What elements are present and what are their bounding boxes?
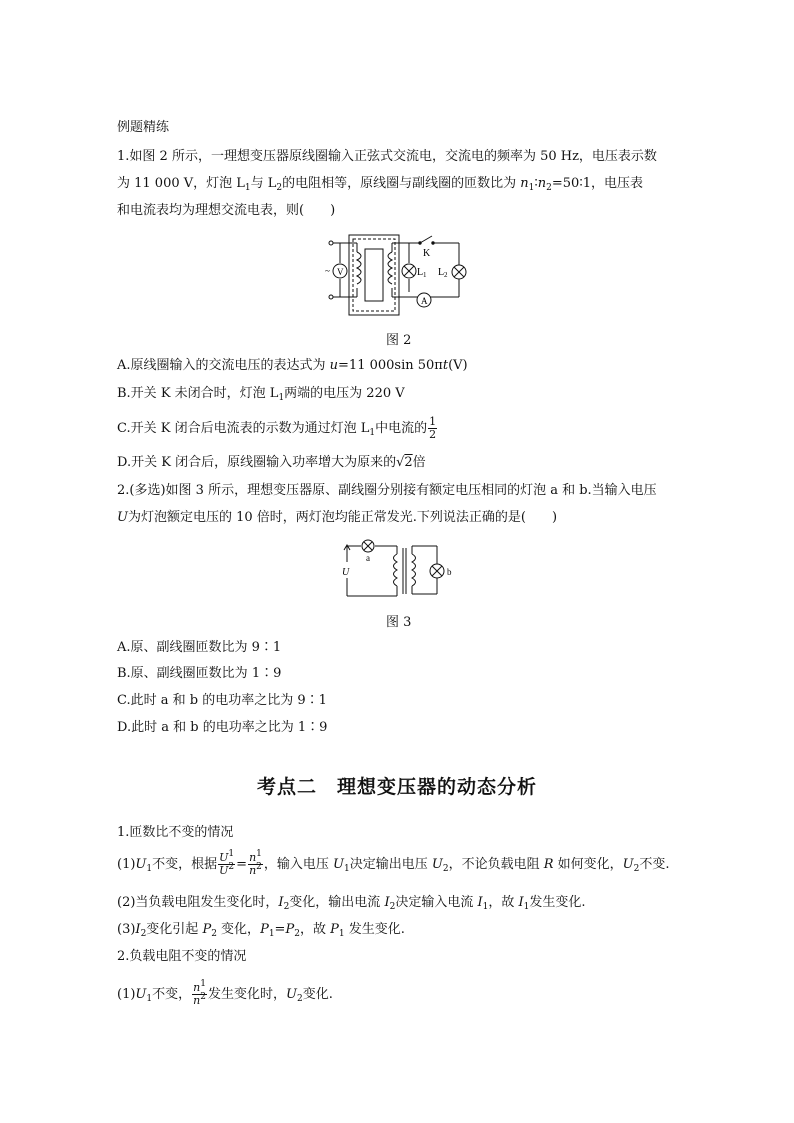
q2-line2: U为灯泡额定电压的 10 倍时，两灯泡均能正常发光.下列说法正确的是( ) <box>117 510 558 525</box>
q1-option-c: C.开关 K 闭合后电流表的示数为通过灯泡 $L_1$中电流的 $\frac{1}{2}$ <box>117 415 437 441</box>
section-label: 例题精练 <box>117 120 170 135</box>
s1-paragraph-3: $(3)I_2$变化引起 $P_2$ 变化，$P_1=P_2$，故 $P_1$ 发生变化. <box>117 922 405 939</box>
switch-label: K <box>423 248 431 259</box>
q2-option-b: B.原、副线圈匝数比为 1∶9 <box>117 666 282 681</box>
q2-option-d: D.此时 a 和 b 的电功率之比为 1∶9 <box>117 720 328 735</box>
q2-option-c: C.此时 a 和 b 的电功率之比为 9∶1 <box>117 693 327 708</box>
primary-coil-3 <box>394 554 398 586</box>
q1-option-b: B.开关 K 未闭合时，灯泡 $L_1$两端的电压为 220 V <box>117 386 405 403</box>
figure-3-caption: 图 3 <box>386 615 412 630</box>
lamp-a-label: a <box>366 553 370 563</box>
s2-title: 2.负载电阻不变的情况 <box>117 949 247 964</box>
secondary-coil <box>388 252 392 284</box>
s1-paragraph-2: (2)当负载电阻发生变化时，$I_2$变化，输出电流 $I_2$决定输入电流 $I_1$，故 $I_1$发生变化. <box>117 895 586 912</box>
input-terminal-bottom <box>329 295 333 299</box>
q2-line1: 2.(多选)如图 3 所示，理想变压器原、副线圈分别接有额定电压相同的灯泡 a 和 b.当输入电压 <box>117 483 657 498</box>
l2-label: L <box>438 267 445 278</box>
q1-line3: 和电流表均为理想交流电表，则( ) <box>117 203 336 218</box>
q1-line1: 1.如图 2 所示，一理想变压器原线圈输入正弦式交流电，交流电的频率为 50 Hz，电压表示数 <box>117 149 657 164</box>
q1-option-a: A.原线圈输入的交流电压的表达式为 u=11 000sin 50πt(V) <box>117 358 468 373</box>
svg-text:2: 2 <box>444 271 448 279</box>
l1-label: L <box>417 267 424 278</box>
input-terminal-top <box>329 241 333 245</box>
figure-2-caption: 图 2 <box>386 333 412 348</box>
figure-3-circuit <box>335 538 465 604</box>
svg-text:~: ~ <box>325 266 330 276</box>
svg-text:1: 1 <box>423 271 427 279</box>
fraction-one-half: $\frac{1}{2}$ <box>429 415 437 441</box>
fraction-n1-n2-b: $\frac{n^1}{n^2}$ <box>193 979 206 1007</box>
ammeter-label: A <box>421 296 428 306</box>
s2-paragraph-1: $(1)U_1$不变， $\frac{n^1}{n^2}$ 发生变化时，$U_2$变化. <box>117 979 333 1007</box>
s1-paragraph-1: $(1)U_1$不变，根据 $\frac{U^1}{U^2}$ = $\frac{n^1}{n^2}$ ，输入电压 $U_1$决定输出电压 $U_2$，不论负载电阻 R 如何变化，$U_2$不变. <box>117 849 670 877</box>
primary-coil <box>357 252 361 284</box>
q2-option-a: A.原、副线圈匝数比为 9∶1 <box>117 640 282 655</box>
fraction-n1-n2: $\frac{n^1}{n^2}$ <box>249 849 262 877</box>
voltmeter-label: V <box>337 267 344 277</box>
voltage-u-label: U <box>342 567 350 578</box>
lamp-b-label: b <box>447 567 452 577</box>
s1-title: 1.匝数比不变的情况 <box>117 825 234 840</box>
q1-option-d: D.开关 K 闭合后，原线圈输入功率增大为原来的√2倍 <box>117 455 426 470</box>
q1-line2: 为 11 000 V，灯泡 $L_1$与 $L_2$的电阻相等，原线圈与副线圈的匝数比为 $n_1∶n_2=50∶1$，电压表 <box>117 176 643 193</box>
switch-k <box>420 236 432 243</box>
figure-2-circuit <box>322 230 472 322</box>
section-heading: 考点二 理想变压器的动态分析 <box>256 776 537 798</box>
secondary-coil-3 <box>412 554 416 586</box>
fraction-u1-u2: $\frac{U^1}{U^2}$ <box>219 849 235 877</box>
